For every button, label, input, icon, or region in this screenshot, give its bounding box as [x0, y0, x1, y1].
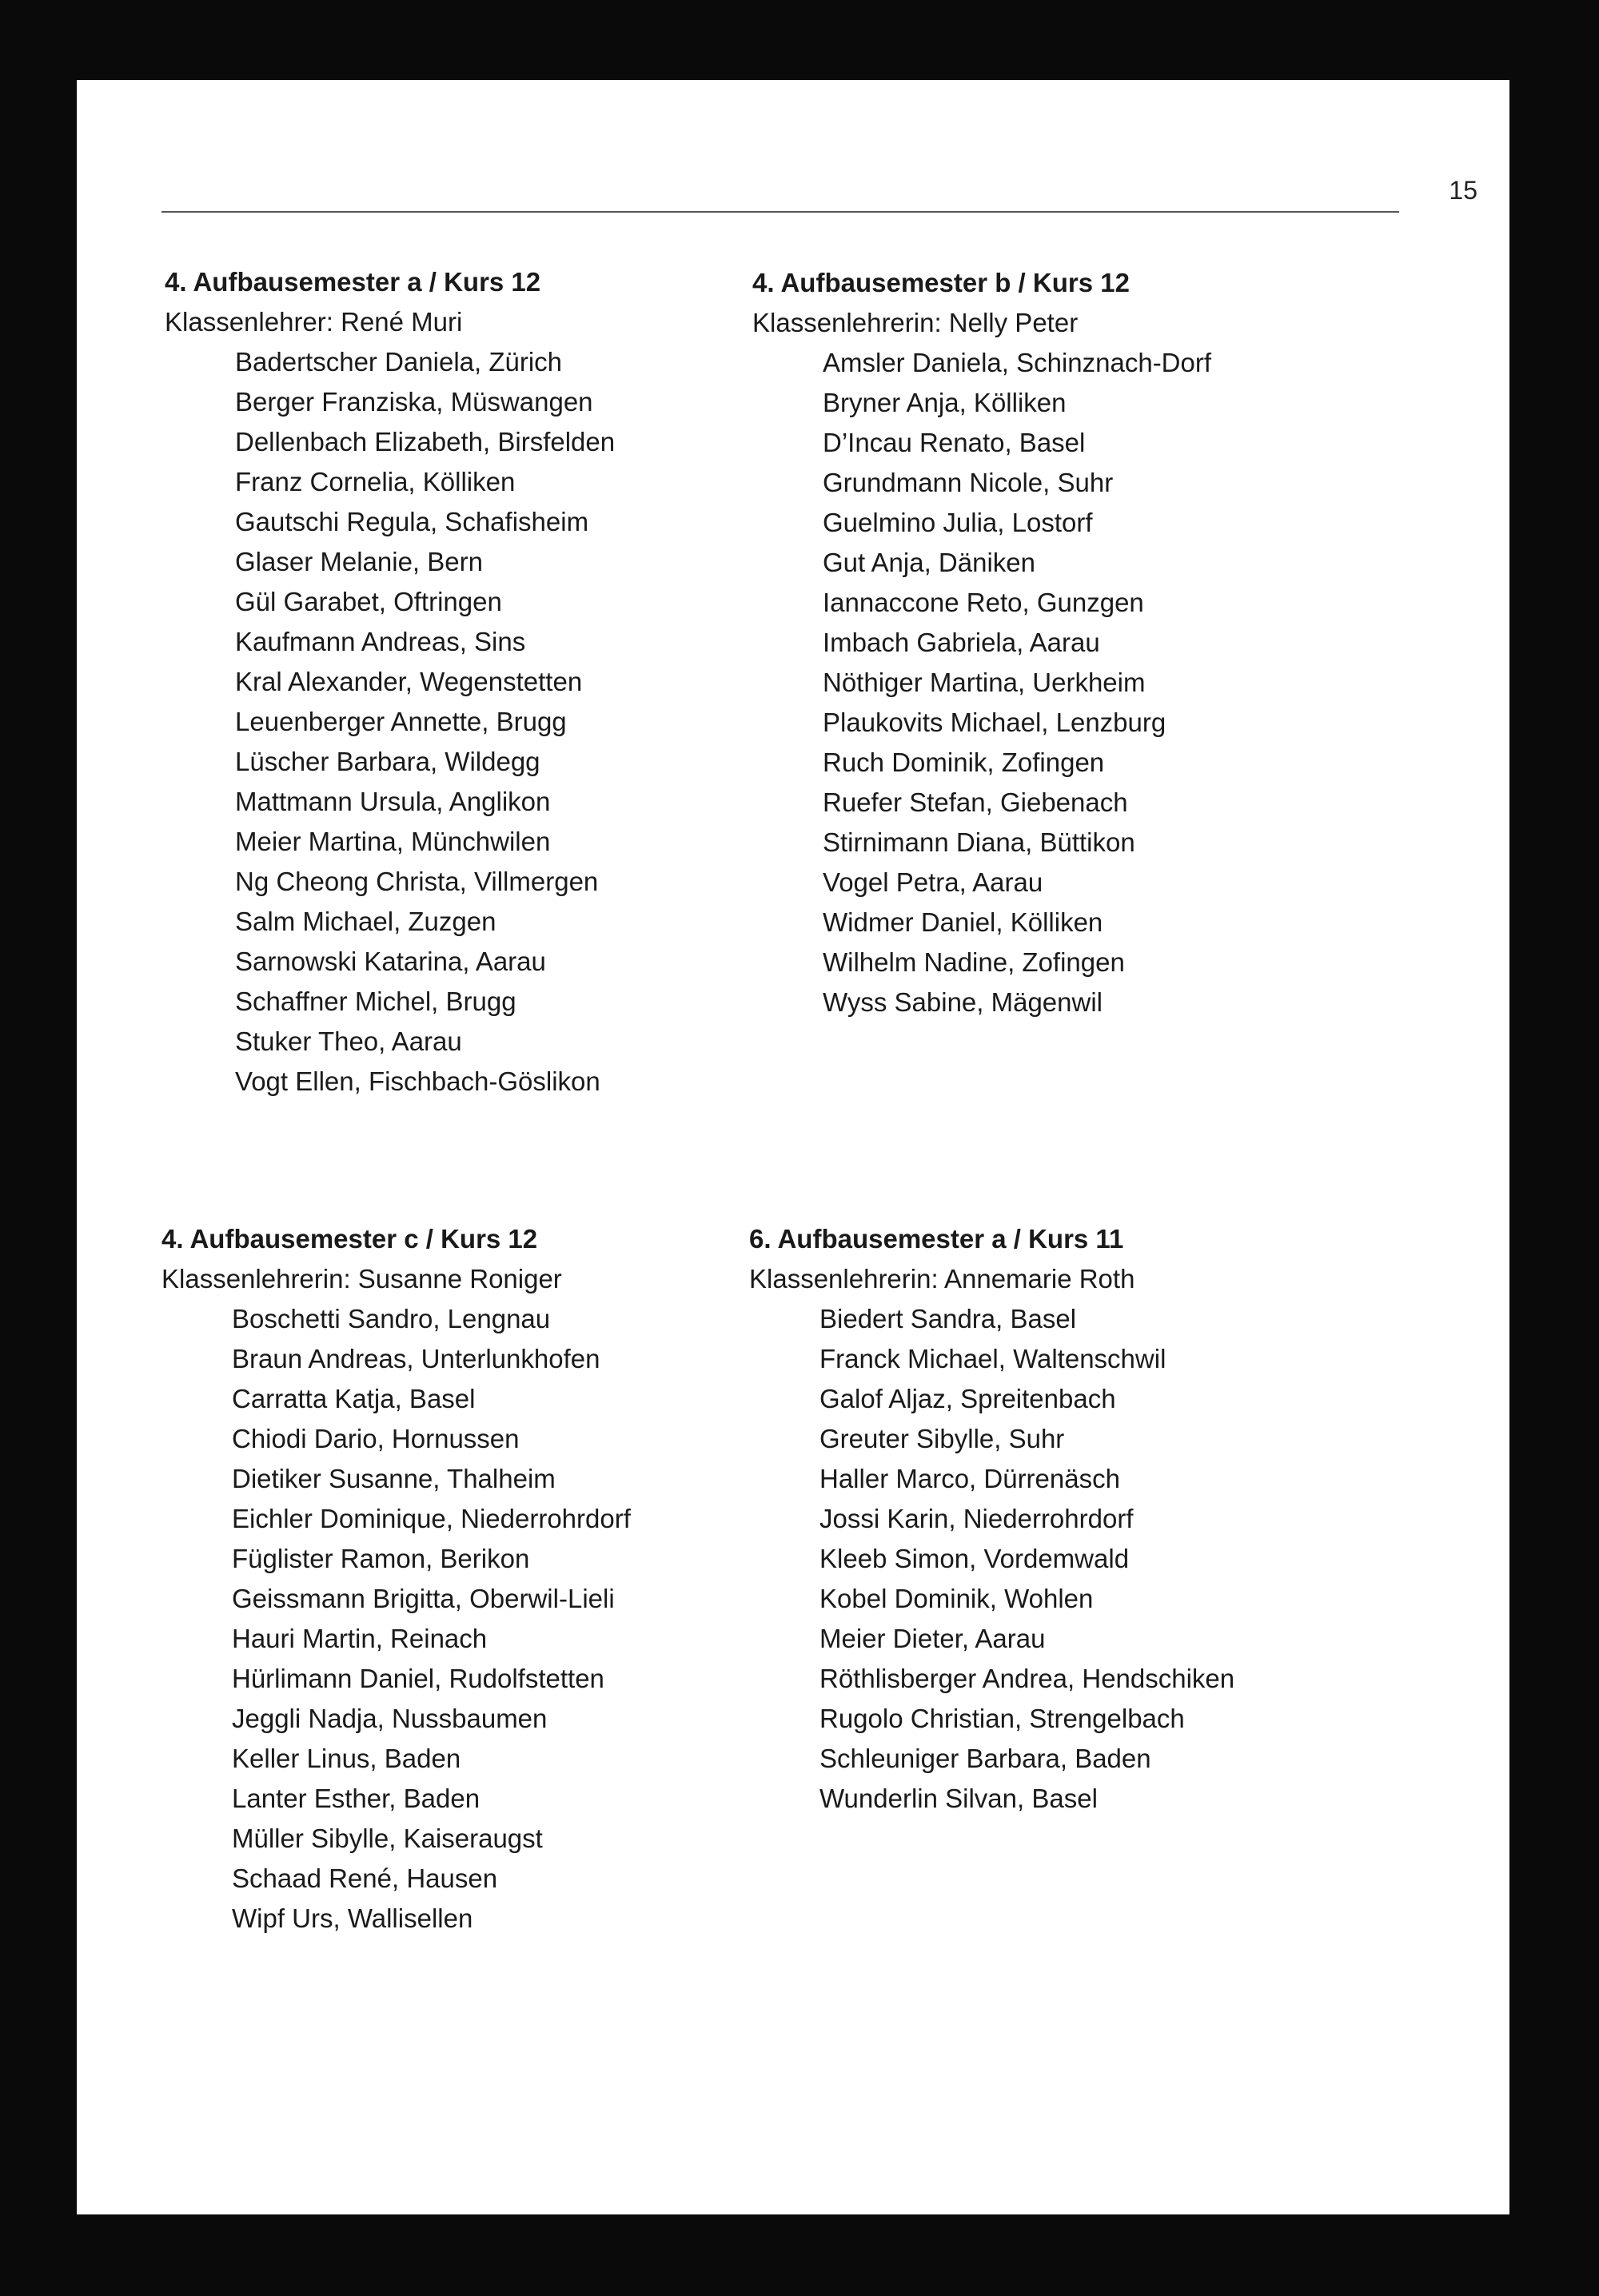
- student-list: [749, 1299, 1234, 1819]
- section-title: 4. Aufbausemester a / Kurs 12: [165, 267, 541, 297]
- student-entry: Jossi Karin, Niederrohrdorf: [819, 1504, 1134, 1533]
- student-entry: Lüscher Barbara, Wildegg: [235, 747, 540, 776]
- class-section-4c: [161, 1219, 631, 1939]
- student-entry: Iannaccone Reto, Gunzgen: [823, 588, 1144, 617]
- student-entry: Schaffner Michel, Brugg: [235, 987, 516, 1016]
- student-entry: Jeggli Nadja, Nussbaumen: [232, 1704, 548, 1733]
- student-entry: Röthlisberger Andrea, Hendschiken: [819, 1664, 1235, 1693]
- student-entry: Schleuniger Barbara, Baden: [819, 1744, 1151, 1773]
- student-entry: Biedert Sandra, Basel: [819, 1304, 1077, 1333]
- student-entry: Stuker Theo, Aarau: [235, 1026, 462, 1056]
- student-entry: Franz Cornelia, Kölliken: [235, 467, 516, 496]
- student-list: [165, 342, 615, 1102]
- student-entry: Bryner Anja, Kölliken: [823, 388, 1067, 417]
- student-entry: Haller Marco, Dürrenäsch: [819, 1464, 1120, 1493]
- document-page: [77, 80, 1509, 2214]
- student-entry: Salm Michael, Zuzgen: [235, 907, 496, 936]
- student-entry: Guelmino Julia, Lostorf: [823, 508, 1093, 537]
- student-entry: Stirnimann Diana, Büttikon: [823, 827, 1135, 857]
- student-entry: Kaufmann Andreas, Sins: [235, 627, 526, 656]
- section-title: 4. Aufbausemester b / Kurs 12: [752, 268, 1130, 297]
- student-entry: Ruefer Stefan, Giebenach: [823, 787, 1128, 817]
- student-entry: Wipf Urs, Wallisellen: [232, 1903, 473, 1933]
- student-entry: Wilhelm Nadine, Zofingen: [823, 947, 1125, 977]
- student-entry: Dellenbach Elizabeth, Birsfelden: [235, 427, 616, 456]
- student-entry: Geissmann Brigitta, Oberwil-Lieli: [232, 1584, 615, 1613]
- student-entry: Nöthiger Martina, Uerkheim: [823, 668, 1146, 697]
- student-entry: Imbach Gabriela, Aarau: [823, 628, 1100, 657]
- student-list: [752, 343, 1211, 1022]
- student-entry: Gut Anja, Däniken: [823, 548, 1035, 577]
- student-entry: Greuter Sibylle, Suhr: [819, 1424, 1065, 1453]
- student-entry: Grundmann Nicole, Suhr: [823, 468, 1114, 497]
- student-entry: Hauri Martin, Reinach: [232, 1624, 488, 1653]
- student-entry: Sarnowski Katarina, Aarau: [235, 947, 546, 976]
- student-entry: Amsler Daniela, Schinznach-Dorf: [823, 348, 1212, 377]
- class-teacher: Klassenlehrerin: Annemarie Roth: [749, 1264, 1135, 1293]
- student-entry: Schaad René, Hausen: [232, 1864, 498, 1893]
- student-entry: Hürlimann Daniel, Rudolfstetten: [232, 1664, 604, 1693]
- student-entry: Vogt Ellen, Fischbach-Göslikon: [235, 1066, 600, 1096]
- student-entry: Kobel Dominik, Wohlen: [819, 1584, 1094, 1613]
- student-entry: Kleeb Simon, Vordemwald: [819, 1544, 1130, 1573]
- student-entry: D’Incau Renato, Basel: [823, 428, 1086, 457]
- student-entry: Boschetti Sandro, Lengnau: [232, 1304, 551, 1333]
- student-entry: Leuenberger Annette, Brugg: [235, 707, 567, 736]
- student-entry: Rugolo Christian, Strengelbach: [819, 1704, 1185, 1733]
- section-title: 4. Aufbausemester c / Kurs 12: [161, 1224, 538, 1254]
- class-section-4a: [165, 262, 615, 1102]
- class-section-6a: [749, 1219, 1234, 1819]
- student-entry: Chiodi Dario, Hornussen: [232, 1424, 520, 1453]
- student-entry: Wunderlin Silvan, Basel: [819, 1784, 1098, 1813]
- student-entry: Galof Aljaz, Spreitenbach: [819, 1384, 1116, 1413]
- header-rule: [161, 211, 1399, 213]
- student-entry: Ng Cheong Christa, Villmergen: [235, 867, 599, 896]
- student-entry: Glaser Melanie, Bern: [235, 547, 483, 576]
- student-entry: Berger Franziska, Müswangen: [235, 387, 593, 417]
- student-entry: Plaukovits Michael, Lenzburg: [823, 708, 1166, 737]
- student-entry: Gül Garabet, Oftringen: [235, 587, 502, 616]
- class-teacher: Klassenlehrerin: Susanne Roniger: [161, 1264, 562, 1293]
- student-entry: Meier Martina, Münchwilen: [235, 827, 551, 856]
- student-entry: Ruch Dominik, Zofingen: [823, 747, 1105, 777]
- student-entry: Lanter Esther, Baden: [232, 1784, 480, 1813]
- student-entry: Meier Dieter, Aarau: [819, 1624, 1046, 1653]
- student-entry: Widmer Daniel, Kölliken: [823, 907, 1103, 937]
- section-title: 6. Aufbausemester a / Kurs 11: [749, 1224, 1124, 1254]
- student-list: [161, 1299, 631, 1939]
- student-entry: Kral Alexander, Wegenstetten: [235, 667, 583, 696]
- student-entry: Eichler Dominique, Niederrohrdorf: [232, 1504, 631, 1533]
- page-number: 15: [1449, 176, 1477, 205]
- class-section-4b: [752, 263, 1211, 1022]
- student-entry: Mattmann Ursula, Anglikon: [235, 787, 551, 816]
- student-entry: Wyss Sabine, Mägenwil: [823, 987, 1103, 1017]
- student-entry: Müller Sibylle, Kaiseraugst: [232, 1824, 543, 1853]
- student-entry: Braun Andreas, Unterlunkhofen: [232, 1344, 600, 1373]
- class-teacher: Klassenlehrer: René Muri: [165, 307, 463, 337]
- student-entry: Füglister Ramon, Berikon: [232, 1544, 530, 1573]
- student-entry: Vogel Petra, Aarau: [823, 867, 1043, 897]
- student-entry: Keller Linus, Baden: [232, 1744, 461, 1773]
- student-entry: Dietiker Susanne, Thalheim: [232, 1464, 556, 1493]
- student-entry: Franck Michael, Waltenschwil: [819, 1344, 1166, 1373]
- student-entry: Carratta Katja, Basel: [232, 1384, 476, 1413]
- student-entry: Badertscher Daniela, Zürich: [235, 347, 563, 377]
- student-entry: Gautschi Regula, Schafisheim: [235, 507, 589, 536]
- class-teacher: Klassenlehrerin: Nelly Peter: [752, 308, 1079, 337]
